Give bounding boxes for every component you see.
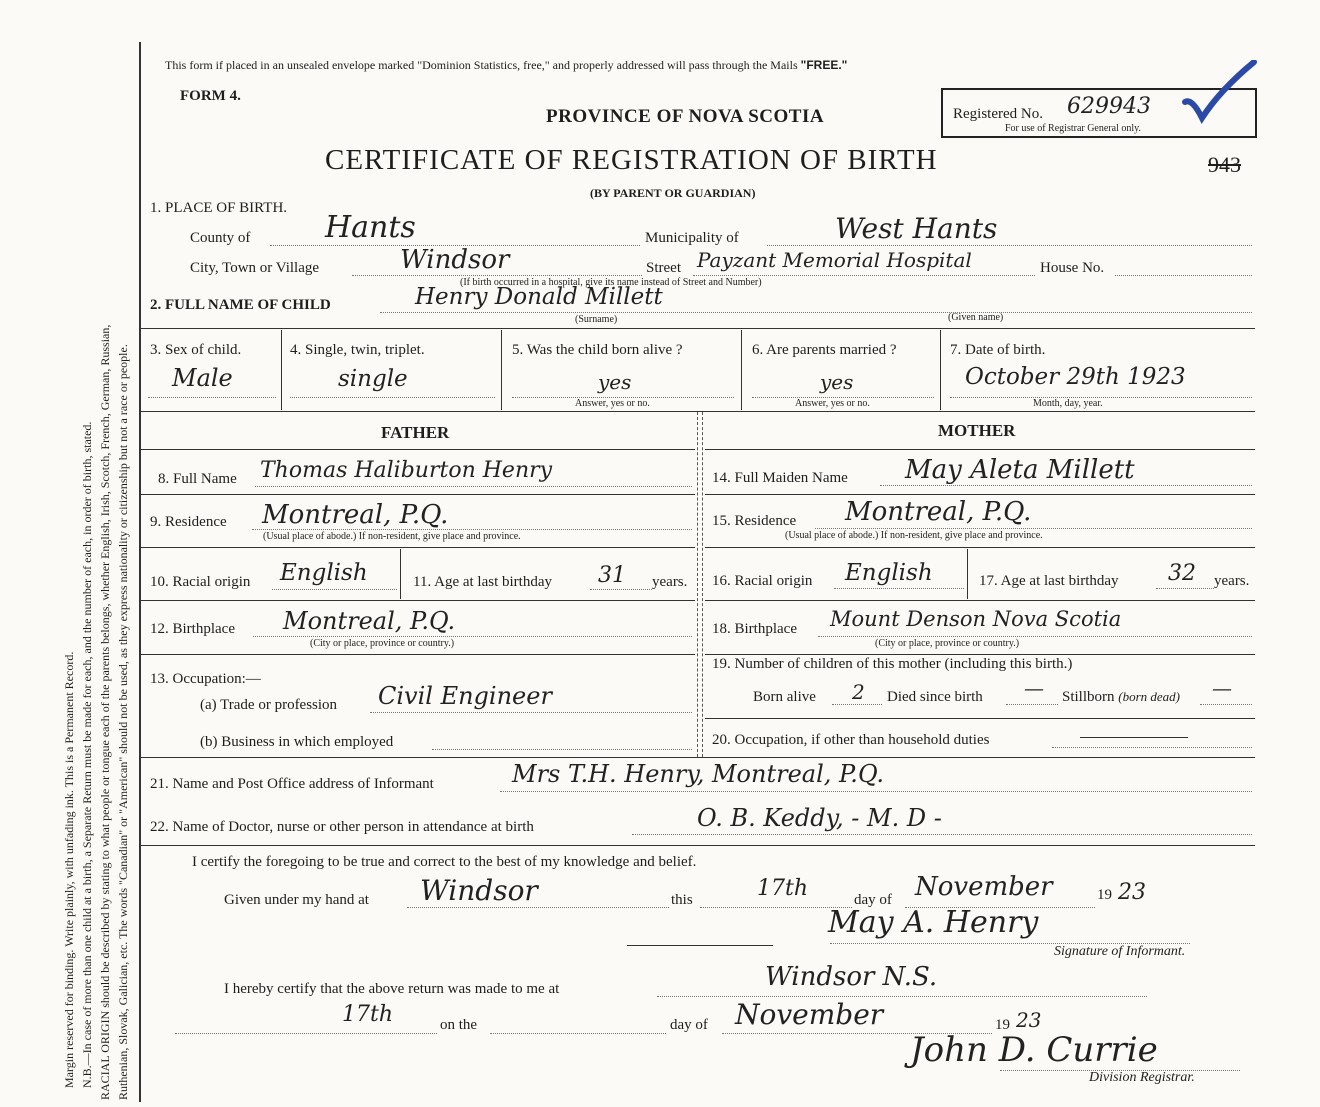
father-age-unit: years. (652, 574, 688, 590)
informant-value: Mrs T.H. Henry, Montreal, P.Q. (512, 760, 885, 788)
registration-day-value: 17th (342, 1002, 394, 1027)
house-number-label: House No. (1040, 260, 1105, 276)
county-value: Hants (325, 210, 416, 245)
plurality-label: 4. Single, twin, triplet. (290, 342, 425, 358)
father-birthplace-label: 12. Birthplace (150, 621, 235, 637)
province-heading: PROVINCE OF NOVA SCOTIA (546, 106, 825, 127)
sex-label: 3. Sex of child. (150, 342, 242, 358)
mother-racial-value: English (845, 560, 933, 586)
father-name-label: 8. Full Name (158, 471, 237, 487)
binding-margin-line (139, 42, 141, 1102)
father-residence-value: Montreal, P.Q. (262, 500, 449, 530)
this-label: this (671, 892, 693, 908)
father-birthplace-value: Montreal, P.Q. (283, 607, 456, 635)
margin-note: Margin reserved for binding. Write plainly, with unfading ink. This is a Permanent Record. (62, 651, 76, 1088)
county-label: County of (190, 230, 251, 246)
racial-origin-note: RACIAL ORIGIN should be described by stating to what people or tongue each of the parents belongs, whether English, Irish, Scotch, French, German, Russian, (98, 324, 112, 1100)
father-age-value: 31 (598, 563, 626, 588)
registrar-signature: John D. Currie (910, 1030, 1158, 1070)
informant-signature-label: Signature of Informant. (1054, 944, 1186, 959)
father-name-value: Thomas Haliburton Henry (260, 458, 553, 483)
mother-heading: MOTHER (938, 421, 1016, 440)
father-residence-note: (Usual place of abode.) If non-resident, give place and province. (263, 531, 521, 542)
on-the-label: on the (440, 1017, 478, 1033)
city-value: Windsor (400, 245, 510, 275)
doctor-label: 22. Name of Doctor, nurse or other person in attendance at birth (150, 819, 534, 835)
mother-birthplace-value: Mount Denson Nova Scotia (830, 607, 1122, 631)
children-count-label: 19. Number of children of this mother (including this birth.) (712, 656, 1073, 672)
certificate-subtitle: (BY PARENT OR GUARDIAN) (590, 186, 756, 200)
father-occupation-label: 13. Occupation:— (150, 671, 261, 687)
municipality-value: West Hants (835, 212, 998, 245)
city-label: City, Town or Village (190, 260, 320, 276)
child-name-label: 2. FULL NAME OF CHILD (150, 297, 331, 313)
mother-racial-label: 16. Racial origin (712, 573, 813, 589)
given-year-value: 23 (1118, 880, 1146, 905)
racial-origin-note-2: Ruthenian, Slovak, Galician, etc. The words "Canadian" or "American" should not be used, as they express nationality or citizenship but not a race or people. (116, 344, 130, 1100)
mother-residence-label: 15. Residence (712, 513, 797, 529)
mother-residence-note: (Usual place of abode.) If non-resident, give place and province. (785, 530, 1043, 541)
mail-free: "FREE." (800, 58, 848, 72)
parents-married-note: Answer, yes or no. (795, 398, 870, 409)
date-of-birth-value: October 29th 1923 (965, 364, 1186, 390)
parents-married-label: 6. Are parents married ? (752, 342, 897, 358)
died-since-birth-label: Died since birth (887, 689, 983, 705)
mother-birthplace-note: (City or place, province or country.) (875, 638, 1020, 649)
given-name-note: (Given name) (948, 312, 1004, 323)
street-label: Street (646, 260, 681, 276)
given-under-hand-label: Given under my hand at (224, 892, 369, 908)
certificate-title: CERTIFICATE OF REGISTRATION OF BIRTH (325, 144, 938, 176)
date-of-birth-label: 7. Date of birth. (950, 342, 1046, 358)
place-of-birth-label: 1. PLACE OF BIRTH. (150, 200, 288, 216)
father-age-label: 11. Age at last birthday (413, 574, 552, 590)
informant-label: 21. Name and Post Office address of Informant (150, 776, 434, 792)
given-month-value: November (915, 872, 1053, 902)
father-business-label: (b) Business in which employed (200, 734, 394, 750)
informant-signature: May A. Henry (828, 905, 1039, 940)
given-day-value: 17th (757, 876, 809, 901)
born-alive-count-label: Born alive (753, 689, 816, 705)
registrar-certify-label: I hereby certify that the above return was made to me at (224, 981, 560, 997)
hospital-note: (If birth occurred in a hospital, give its name instead of Street and Number) (460, 277, 762, 288)
father-trade-value: Civil Engineer (378, 682, 552, 710)
given-year-prefix: 19 (1097, 887, 1112, 903)
date-of-birth-note: Month, day, year. (1033, 398, 1103, 409)
street-value: Payzant Memorial Hospital (697, 248, 972, 272)
certification-statement: I certify the foregoing to be true and correct to the best of my knowledge and belief. (192, 854, 697, 870)
father-trade-label: (a) Trade or profession (200, 697, 338, 713)
mother-name-label: 14. Full Maiden Name (712, 470, 848, 486)
registered-label: Registered No. (953, 106, 1043, 122)
died-since-birth-value: — (1024, 676, 1044, 700)
checkmark-icon (1180, 60, 1260, 130)
surname-note: (Surname) (575, 314, 618, 325)
mother-age-unit: years. (1214, 573, 1250, 589)
municipality-label: Municipality of (645, 230, 739, 246)
doctor-value: O. B. Keddy, - M. D - (697, 804, 942, 832)
mother-occupation-label: 20. Occupation, if other than household duties (712, 732, 990, 748)
father-racial-value: English (280, 560, 368, 586)
form-number: FORM 4. (180, 88, 241, 104)
registered-value: 629943 (1067, 94, 1151, 119)
multiple-birth-note: N.B.—In case of more than one child at a birth, a Separate Return must be made for each, and the number of each, in order of birth, stated. (80, 421, 94, 1088)
born-alive-value: yes (598, 370, 632, 394)
given-place-value: Windsor (420, 874, 538, 907)
mother-birthplace-label: 18. Birthplace (712, 621, 797, 637)
mother-residence-value: Montreal, P.Q. (845, 497, 1032, 527)
corner-number: 943 (1208, 152, 1241, 177)
father-birthplace-note: (City or place, province or country.) (310, 638, 455, 649)
registration-year-value: 23 (1016, 1008, 1042, 1032)
plurality-value: single (338, 366, 408, 392)
registration-year-prefix: 19 (995, 1017, 1010, 1033)
mail-note: This form if placed in an unsealed envelope marked "Dominion Statistics, free," and properly addressed will pass through the Mails (165, 58, 798, 72)
sex-value: Male (172, 364, 233, 392)
born-alive-label: 5. Was the child born alive ? (512, 342, 683, 358)
stillborn-label: Stillborn (1062, 689, 1115, 705)
born-alive-count-value: 2 (852, 680, 865, 704)
registrar-place-value: Windsor N.S. (765, 962, 938, 992)
registration-day-of-label: day of (670, 1017, 708, 1033)
parents-married-value: yes (820, 370, 854, 394)
day-of-label: day of (854, 892, 892, 908)
mother-name-value: May Aleta Millett (905, 455, 1135, 485)
mother-age-value: 32 (1168, 561, 1196, 586)
registrar-general-note: For use of Registrar General only. (1005, 123, 1141, 134)
stillborn-note: (born dead) (1118, 689, 1181, 704)
registration-month-value: November (735, 998, 884, 1031)
child-name-value: Henry Donald Millett (415, 284, 663, 310)
father-racial-label: 10. Racial origin (150, 574, 251, 590)
stillborn-value: — (1212, 676, 1232, 700)
father-residence-label: 9. Residence (150, 514, 227, 530)
registrar-signature-label: Division Registrar. (1089, 1070, 1195, 1085)
mother-age-label: 17. Age at last birthday (979, 573, 1119, 589)
father-heading: FATHER (381, 423, 450, 442)
born-alive-note: Answer, yes or no. (575, 398, 650, 409)
